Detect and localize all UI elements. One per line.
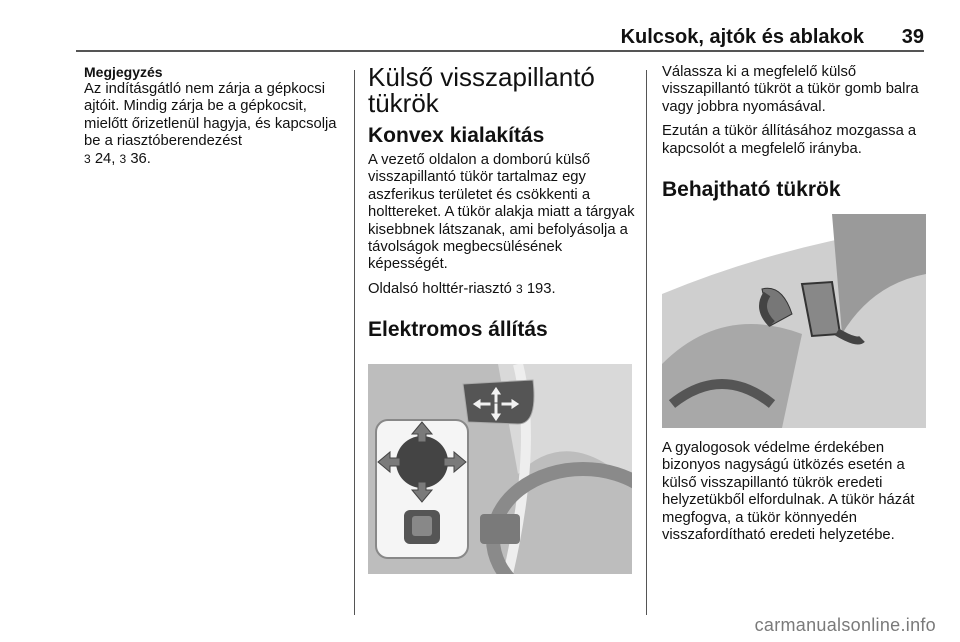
subheading-folding: Behajtható tükrök — [662, 178, 841, 202]
header-rule — [76, 50, 924, 52]
note-text — [84, 81, 346, 168]
section-title: Kulcsok, ajtók és ablakok — [620, 26, 864, 48]
heading-mirrors: Külső visszapillantó tükrök — [368, 62, 595, 118]
column-3-lower — [662, 440, 932, 544]
ref-separator: , — [111, 150, 120, 167]
column-3 — [662, 64, 932, 202]
note-body: Az indításgátló nem zárja a gépkocsi ajtóit. Mindig zárja be a gépkocsit, mielőtt őrizetlenül hagyja, és kapcsolja be a riasztóberendezést — [84, 81, 337, 150]
note-title: Megjegyzés — [84, 64, 163, 80]
column-1 — [84, 64, 346, 168]
paragraph-convex: A vezető oldalon a domború külső visszapillantó tükör tartalmaz egy aszferikus területet és csökkenti a holttereket. A tükör alakja miatt a tárgyak kisebbnek látszanak, ami befolyásolja a távolságok megbecsülésének képességét. — [368, 152, 635, 273]
page-header — [0, 0, 960, 50]
watermark: carmanualsonline.info — [754, 615, 936, 635]
paragraph-select-mirror: Válassza ki a megfelelő külső visszapillantó tükröt a tükör gomb balra vagy jobbra nyomásával. — [662, 64, 919, 115]
folding-mirror-figure — [662, 214, 926, 428]
mirror-switch-figure — [368, 364, 632, 574]
subheading-convex: Konvex kialakítás — [368, 124, 545, 147]
blindspot-text: Oldalsó holttér-riasztó — [368, 280, 517, 297]
reference-arrow-icon: 3 — [516, 281, 523, 296]
page-ref-link[interactable]: 193. — [522, 280, 556, 297]
column-divider-2 — [646, 70, 647, 615]
reference-arrow-icon: 3 — [119, 151, 127, 166]
paragraph-folding: A gyalogosok védelme érdekében bizonyos nagyságú ütközés esetén a külső visszapillantó tükrök eredeti helyzetükből elfordulnak. A tükör házát megfogva, a tükör könnyedén visszafordítható eredeti helyzetébe. — [662, 440, 915, 544]
column-divider-1 — [354, 70, 355, 615]
reference-arrow-icon: 3 — [84, 151, 91, 166]
subheading-electric: Elektromos állítás — [368, 318, 548, 342]
folding-mirror-illustration — [662, 214, 926, 428]
page-ref-link[interactable]: 24 — [94, 150, 112, 167]
mirror-switch-illustration — [368, 364, 632, 574]
paragraph-adjust: Ezután a tükör állításához mozgassa a kapcsolót a megfelelő irányba. — [662, 123, 917, 157]
column-2 — [368, 64, 636, 342]
page-ref-link[interactable]: 36. — [130, 150, 151, 167]
paragraph-blindspot — [368, 281, 636, 298]
page-number: 39 — [901, 26, 924, 48]
